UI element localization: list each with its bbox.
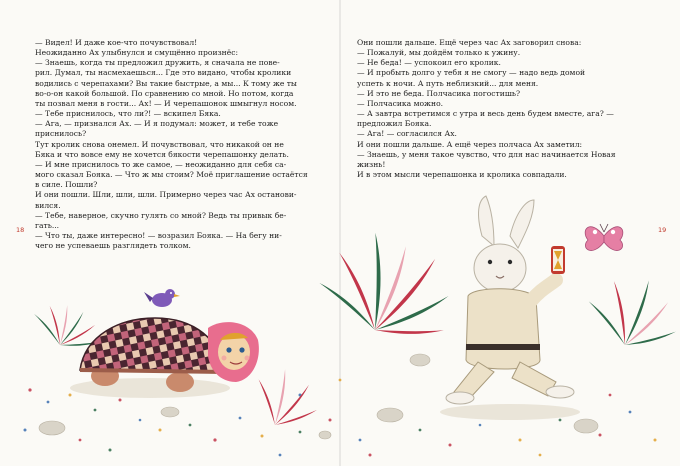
turtle-character: [70, 318, 259, 398]
pink-butterfly: [585, 224, 623, 251]
text-line: приснилось?: [35, 129, 87, 139]
text-line: — И пробыть долго у тебя я не смогу — надо ведь домой: [357, 68, 586, 78]
text-line: — И это не беда. Полчасика погостишь?: [357, 88, 521, 98]
text-line: — И мне приснилось то же самое, — неожиданно для себя са-: [35, 159, 287, 169]
text-line: успеть к ночи. А путь неблизкий... для меня.: [357, 78, 539, 88]
text-line: — Тебе приснилось, что ли?! — вскипел Бяка.: [35, 109, 221, 119]
text-line: — Тебе, наверное, скучно гулять со мной? Ведь ты привык бе-: [35, 210, 287, 220]
text-line: — Знаешь, когда ты предложил дружить, я сначала не пове-: [35, 58, 280, 68]
text-line: Бяка и что вовсе ему не хочется бякости черепашонку делать.: [35, 149, 289, 159]
text-line: — Ага! — согласился Ах.: [357, 129, 457, 139]
rabbit-character: [440, 196, 580, 420]
text-line: в силе. Пошли?: [35, 180, 98, 190]
text-line: Неожиданно Ах улыбнулся и смущённо произнёс:: [35, 48, 239, 58]
text-line: гать...: [35, 220, 60, 230]
text-line: жизнь!: [357, 159, 386, 169]
text-line: — Не беда! — успокоил его кролик.: [357, 58, 501, 68]
text-line: — Знаешь, у меня такое чувство, что для нас начинается Новая: [357, 149, 616, 159]
text-line: ты позвал меня в гости... Ах! — И черепашонок шмыгнул носом.: [35, 98, 297, 108]
text-line: Они пошли дальше. Ещё через час Ах заговорил снова:: [357, 38, 582, 47]
text-line: — Пожалуй, мы дойдём только к ужину.: [357, 48, 521, 58]
text-line: предложил Бояка.: [357, 119, 432, 129]
text-line: мого сказал Бояка. — Что ж мы стоим? Моё приглашение остаётся: [35, 170, 308, 180]
plant-small: [246, 369, 317, 437]
text-line: рил. Думал, ты насмехаешься... Где это видано, чтобы кролики: [35, 68, 292, 78]
page-number-left: 18: [16, 226, 25, 234]
text-line: — Полчасика можно.: [357, 98, 444, 108]
hourglass-icon: [551, 246, 565, 274]
text-line: И в этом мысли черепашонка и кролика совпадали.: [357, 170, 567, 180]
text-line: — Видел! И даже кое-что почувствовал!: [35, 38, 198, 47]
text-line: Тут кролик снова онемел. И почувствовал, что никакой он не: [35, 139, 284, 149]
plant-right: [579, 280, 676, 360]
text-line: во-о-он какой большой. По сравнению со мной. Но потом, когда: [35, 88, 294, 98]
text-line: чего не успеваешь разглядеть толком.: [35, 241, 191, 251]
text-line: вился.: [35, 200, 61, 210]
text-line: — Ага, — признался Ах. — И я подумал: может, и тебе тоже: [35, 119, 279, 129]
plant-middle: [311, 233, 449, 353]
text-line: водились с черепахами? Вы такие быстрые, а мы... К тому же ты: [35, 78, 297, 88]
text-line: — А завтра встретимся с утра и весь день будем вместе, ага? —: [357, 109, 614, 119]
text-line: — Что ты, даже интересно! — возразил Бояка. — На бегу ни-: [35, 230, 282, 240]
purple-bird: [144, 289, 180, 307]
text-line: И они пошли. Шли, шли, шли. Примерно через час Ах останови-: [35, 190, 297, 200]
page-number-right: 19: [658, 226, 667, 234]
text-line: И они пошли дальше. А ещё через полчаса Ах заметил:: [357, 139, 583, 149]
